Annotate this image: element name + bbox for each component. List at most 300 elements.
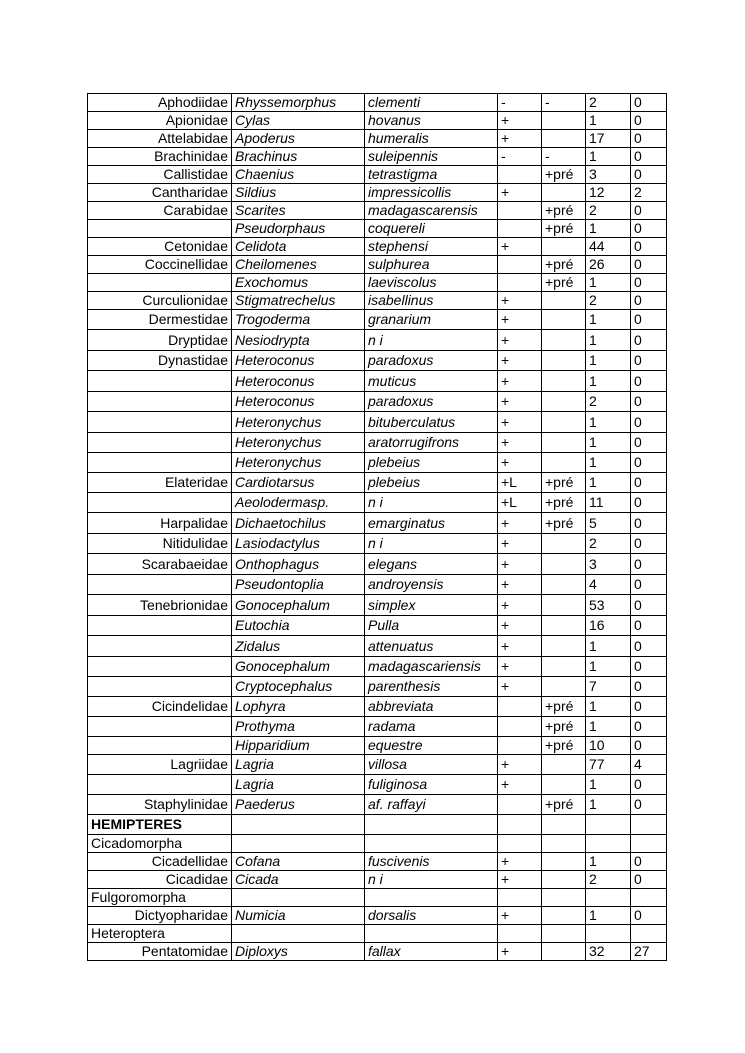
predator-cell bbox=[542, 453, 586, 473]
count-cell: 11 bbox=[586, 493, 631, 513]
presence-cell: + bbox=[498, 775, 542, 795]
count2-cell: 0 bbox=[631, 148, 667, 166]
presence-cell bbox=[498, 166, 542, 184]
table-row bbox=[88, 697, 667, 717]
species-cell: clementi bbox=[365, 94, 498, 112]
predator-cell bbox=[542, 575, 586, 595]
predator-cell bbox=[542, 433, 586, 453]
table-row bbox=[88, 513, 667, 534]
count2-cell: 0 bbox=[631, 907, 667, 925]
count-cell: 77 bbox=[586, 755, 631, 775]
predator-cell bbox=[542, 330, 586, 351]
species-cell: isabellinus bbox=[365, 292, 498, 310]
table-row bbox=[88, 392, 667, 412]
species-cell: humeralis bbox=[365, 130, 498, 148]
count-cell: 4 bbox=[586, 575, 631, 595]
genus-cell: Heteronychus bbox=[232, 453, 365, 473]
count-cell: 1 bbox=[586, 220, 631, 238]
count2-cell: 4 bbox=[631, 755, 667, 775]
species-cell: fuliginosa bbox=[365, 775, 498, 795]
count-cell: 1 bbox=[586, 351, 631, 371]
presence-cell: + bbox=[498, 853, 542, 871]
presence-cell bbox=[498, 889, 542, 907]
count2-cell: 0 bbox=[631, 453, 667, 473]
count2-cell: 0 bbox=[631, 292, 667, 310]
genus-cell: Cheilomenes bbox=[232, 256, 365, 274]
family-cell: Carabidae bbox=[88, 202, 232, 220]
count2-cell: 0 bbox=[631, 575, 667, 595]
count2-cell bbox=[631, 889, 667, 907]
count-cell: 12 bbox=[586, 184, 631, 202]
table-row bbox=[88, 330, 667, 351]
family-cell: Nitidulidae bbox=[88, 534, 232, 554]
count-cell: 3 bbox=[586, 554, 631, 575]
count2-cell bbox=[631, 835, 667, 853]
genus-cell: Scarites bbox=[232, 202, 365, 220]
species-cell: plebeius bbox=[365, 473, 498, 493]
species-cell: elegans bbox=[365, 554, 498, 575]
family-cell bbox=[88, 371, 232, 392]
genus-cell: Heteronychus bbox=[232, 433, 365, 453]
species-cell: madagascarensis bbox=[365, 202, 498, 220]
count-cell: 2 bbox=[586, 292, 631, 310]
family-cell: Cicadomorpha bbox=[88, 835, 232, 853]
genus-cell bbox=[232, 925, 365, 943]
genus-cell: Stigmatrechelus bbox=[232, 292, 365, 310]
presence-cell: + bbox=[498, 534, 542, 554]
table-row bbox=[88, 256, 667, 274]
genus-cell: Heteroconus bbox=[232, 392, 365, 412]
family-cell bbox=[88, 412, 232, 433]
species-cell: granarium bbox=[365, 310, 498, 330]
table-row bbox=[88, 166, 667, 184]
species-cell: villosa bbox=[365, 755, 498, 775]
species-cell: fallax bbox=[365, 943, 498, 961]
count-cell: 32 bbox=[586, 943, 631, 961]
count2-cell: 0 bbox=[631, 795, 667, 815]
predator-cell: +pré bbox=[542, 166, 586, 184]
species-cell: fuscivenis bbox=[365, 853, 498, 871]
count-cell bbox=[586, 889, 631, 907]
count-cell: 2 bbox=[586, 392, 631, 412]
predator-cell bbox=[542, 907, 586, 925]
count2-cell: 0 bbox=[631, 717, 667, 737]
family-cell: HEMIPTERES bbox=[88, 815, 232, 835]
count2-cell: 0 bbox=[631, 392, 667, 412]
count-cell: 1 bbox=[586, 148, 631, 166]
family-cell bbox=[88, 775, 232, 795]
predator-cell bbox=[542, 238, 586, 256]
family-cell: Callistidae bbox=[88, 166, 232, 184]
count-cell: 1 bbox=[586, 112, 631, 130]
presence-cell: + bbox=[498, 371, 542, 392]
species-table bbox=[87, 93, 667, 961]
genus-cell: Paederus bbox=[232, 795, 365, 815]
presence-cell bbox=[498, 835, 542, 853]
count2-cell: 0 bbox=[631, 595, 667, 616]
species-cell: emarginatus bbox=[365, 513, 498, 534]
predator-cell: +pré bbox=[542, 717, 586, 737]
count2-cell: 0 bbox=[631, 554, 667, 575]
family-cell: Cetonidae bbox=[88, 238, 232, 256]
table-row bbox=[88, 853, 667, 871]
table-row bbox=[88, 493, 667, 513]
table-row bbox=[88, 677, 667, 697]
table-row bbox=[88, 595, 667, 616]
family-cell: Dryptidae bbox=[88, 330, 232, 351]
table-row bbox=[88, 775, 667, 795]
predator-cell: +pré bbox=[542, 274, 586, 292]
count-cell: 3 bbox=[586, 166, 631, 184]
presence-cell: + bbox=[498, 755, 542, 775]
genus-cell bbox=[232, 889, 365, 907]
presence-cell: + bbox=[498, 292, 542, 310]
predator-cell: +pré bbox=[542, 795, 586, 815]
count2-cell: 0 bbox=[631, 310, 667, 330]
count-cell: 2 bbox=[586, 871, 631, 889]
table-row bbox=[88, 274, 667, 292]
presence-cell: + bbox=[498, 575, 542, 595]
family-cell bbox=[88, 636, 232, 657]
presence-cell: + bbox=[498, 330, 542, 351]
family-cell bbox=[88, 493, 232, 513]
species-cell: muticus bbox=[365, 371, 498, 392]
species-cell: suleipennis bbox=[365, 148, 498, 166]
genus-cell: Exochomus bbox=[232, 274, 365, 292]
count2-cell: 0 bbox=[631, 513, 667, 534]
count-cell bbox=[586, 925, 631, 943]
count2-cell: 0 bbox=[631, 202, 667, 220]
predator-cell: +pré bbox=[542, 697, 586, 717]
predator-cell bbox=[542, 943, 586, 961]
predator-cell bbox=[542, 889, 586, 907]
genus-cell: Zidalus bbox=[232, 636, 365, 657]
genus-cell: Heteronychus bbox=[232, 412, 365, 433]
table-row bbox=[88, 130, 667, 148]
predator-cell: +pré bbox=[542, 473, 586, 493]
presence-cell bbox=[498, 737, 542, 755]
predator-cell bbox=[542, 392, 586, 412]
genus-cell: Gonocephalum bbox=[232, 595, 365, 616]
genus-cell: Diploxys bbox=[232, 943, 365, 961]
count2-cell: 0 bbox=[631, 636, 667, 657]
table-row bbox=[88, 184, 667, 202]
family-cell bbox=[88, 392, 232, 412]
genus-cell: Pseudorphaus bbox=[232, 220, 365, 238]
predator-cell bbox=[542, 925, 586, 943]
species-cell: Pulla bbox=[365, 616, 498, 636]
predator-cell bbox=[542, 636, 586, 657]
genus-cell: Trogoderma bbox=[232, 310, 365, 330]
presence-cell bbox=[498, 925, 542, 943]
count-cell: 1 bbox=[586, 473, 631, 493]
table-row bbox=[88, 473, 667, 493]
family-cell: Apionidae bbox=[88, 112, 232, 130]
species-cell: sulphurea bbox=[365, 256, 498, 274]
table-row bbox=[88, 943, 667, 961]
species-cell: laeviscolus bbox=[365, 274, 498, 292]
species-cell: dorsalis bbox=[365, 907, 498, 925]
predator-cell bbox=[542, 292, 586, 310]
species-cell: simplex bbox=[365, 595, 498, 616]
count-cell: 1 bbox=[586, 274, 631, 292]
family-cell bbox=[88, 433, 232, 453]
genus-cell: Cardiotarsus bbox=[232, 473, 365, 493]
genus-cell bbox=[232, 835, 365, 853]
presence-cell bbox=[498, 256, 542, 274]
table-row bbox=[88, 795, 667, 815]
species-cell: bituberculatus bbox=[365, 412, 498, 433]
species-cell bbox=[365, 889, 498, 907]
species-cell bbox=[365, 835, 498, 853]
family-cell: Lagriidae bbox=[88, 755, 232, 775]
predator-cell: - bbox=[542, 148, 586, 166]
count2-cell: 0 bbox=[631, 473, 667, 493]
family-cell: Coccinellidae bbox=[88, 256, 232, 274]
table-row bbox=[88, 238, 667, 256]
table-row bbox=[88, 755, 667, 775]
table-row bbox=[88, 657, 667, 677]
family-cell bbox=[88, 274, 232, 292]
count2-cell: 0 bbox=[631, 677, 667, 697]
family-cell bbox=[88, 616, 232, 636]
genus-cell: Cylas bbox=[232, 112, 365, 130]
genus-cell: Nesiodrypta bbox=[232, 330, 365, 351]
presence-cell: + bbox=[498, 184, 542, 202]
genus-cell: Cicada bbox=[232, 871, 365, 889]
count-cell: 1 bbox=[586, 697, 631, 717]
table-row bbox=[88, 433, 667, 453]
count-cell: 53 bbox=[586, 595, 631, 616]
predator-cell: +pré bbox=[542, 220, 586, 238]
genus-cell: Prothyma bbox=[232, 717, 365, 737]
predator-cell bbox=[542, 310, 586, 330]
table-row bbox=[88, 616, 667, 636]
predator-cell: +pré bbox=[542, 493, 586, 513]
table-row bbox=[88, 94, 667, 112]
count2-cell: 0 bbox=[631, 737, 667, 755]
presence-cell: + bbox=[498, 238, 542, 256]
presence-cell: + bbox=[498, 677, 542, 697]
count2-cell bbox=[631, 815, 667, 835]
predator-cell bbox=[542, 657, 586, 677]
species-cell: aratorrugifrons bbox=[365, 433, 498, 453]
family-cell: Cicadidae bbox=[88, 871, 232, 889]
family-cell: Cantharidae bbox=[88, 184, 232, 202]
predator-cell: +pré bbox=[542, 202, 586, 220]
predator-cell bbox=[542, 775, 586, 795]
table-row bbox=[88, 925, 667, 943]
species-cell: n i bbox=[365, 493, 498, 513]
species-cell: abbreviata bbox=[365, 697, 498, 717]
presence-cell bbox=[498, 815, 542, 835]
table-row bbox=[88, 717, 667, 737]
count-cell: 1 bbox=[586, 795, 631, 815]
family-cell bbox=[88, 657, 232, 677]
table-row bbox=[88, 575, 667, 595]
genus-cell: Celidota bbox=[232, 238, 365, 256]
genus-cell: Pseudontoplia bbox=[232, 575, 365, 595]
family-cell: Curculionidae bbox=[88, 292, 232, 310]
family-cell bbox=[88, 575, 232, 595]
species-cell: equestre bbox=[365, 737, 498, 755]
table-row bbox=[88, 871, 667, 889]
presence-cell bbox=[498, 220, 542, 238]
table-row bbox=[88, 554, 667, 575]
count2-cell: 0 bbox=[631, 534, 667, 554]
genus-cell: Heteroconus bbox=[232, 371, 365, 392]
predator-cell bbox=[542, 412, 586, 433]
presence-cell: + bbox=[498, 412, 542, 433]
predator-cell bbox=[542, 351, 586, 371]
count2-cell: 0 bbox=[631, 274, 667, 292]
presence-cell: - bbox=[498, 148, 542, 166]
family-cell: Dermestidae bbox=[88, 310, 232, 330]
count2-cell: 0 bbox=[631, 238, 667, 256]
count2-cell: 0 bbox=[631, 351, 667, 371]
count2-cell: 0 bbox=[631, 166, 667, 184]
family-cell: Tenebrionidae bbox=[88, 595, 232, 616]
predator-cell bbox=[542, 853, 586, 871]
genus-cell: Dichaetochilus bbox=[232, 513, 365, 534]
count2-cell: 0 bbox=[631, 112, 667, 130]
presence-cell bbox=[498, 717, 542, 737]
predator-cell bbox=[542, 112, 586, 130]
species-cell: plebeius bbox=[365, 453, 498, 473]
count-cell: 1 bbox=[586, 453, 631, 473]
predator-cell bbox=[542, 184, 586, 202]
presence-cell: + bbox=[498, 310, 542, 330]
genus-cell: Cryptocephalus bbox=[232, 677, 365, 697]
presence-cell: + bbox=[498, 554, 542, 575]
count2-cell: 0 bbox=[631, 433, 667, 453]
species-cell: af. raffayi bbox=[365, 795, 498, 815]
species-cell: paradoxus bbox=[365, 351, 498, 371]
table-row bbox=[88, 292, 667, 310]
presence-cell: + bbox=[498, 907, 542, 925]
count-cell bbox=[586, 835, 631, 853]
presence-cell: +L bbox=[498, 473, 542, 493]
presence-cell: + bbox=[498, 595, 542, 616]
family-cell: Dynastidae bbox=[88, 351, 232, 371]
genus-cell: Apoderus bbox=[232, 130, 365, 148]
count2-cell: 0 bbox=[631, 775, 667, 795]
family-cell: Harpalidae bbox=[88, 513, 232, 534]
presence-cell: + bbox=[498, 616, 542, 636]
count-cell: 2 bbox=[586, 94, 631, 112]
count2-cell: 0 bbox=[631, 371, 667, 392]
genus-cell: Lagria bbox=[232, 755, 365, 775]
family-cell: Pentatomidae bbox=[88, 943, 232, 961]
presence-cell bbox=[498, 795, 542, 815]
predator-cell bbox=[542, 616, 586, 636]
count-cell: 1 bbox=[586, 775, 631, 795]
count-cell: 44 bbox=[586, 238, 631, 256]
species-cell: n i bbox=[365, 871, 498, 889]
family-cell: Cicindelidae bbox=[88, 697, 232, 717]
genus-cell: Numicia bbox=[232, 907, 365, 925]
presence-cell: + bbox=[498, 513, 542, 534]
presence-cell: + bbox=[498, 433, 542, 453]
table-row bbox=[88, 202, 667, 220]
count-cell: 1 bbox=[586, 853, 631, 871]
species-cell: coquereli bbox=[365, 220, 498, 238]
presence-cell bbox=[498, 274, 542, 292]
family-cell: Aphodiidae bbox=[88, 94, 232, 112]
count-cell: 1 bbox=[586, 310, 631, 330]
count-cell: 17 bbox=[586, 130, 631, 148]
presence-cell: + bbox=[498, 112, 542, 130]
count2-cell: 0 bbox=[631, 657, 667, 677]
presence-cell: +L bbox=[498, 493, 542, 513]
genus-cell bbox=[232, 815, 365, 835]
genus-cell: Eutochia bbox=[232, 616, 365, 636]
family-cell bbox=[88, 677, 232, 697]
count-cell: 1 bbox=[586, 636, 631, 657]
table-row bbox=[88, 534, 667, 554]
presence-cell: + bbox=[498, 351, 542, 371]
species-cell: androyensis bbox=[365, 575, 498, 595]
presence-cell: + bbox=[498, 871, 542, 889]
predator-cell bbox=[542, 554, 586, 575]
species-cell: radama bbox=[365, 717, 498, 737]
presence-cell bbox=[498, 202, 542, 220]
predator-cell bbox=[542, 595, 586, 616]
genus-cell: Sildius bbox=[232, 184, 365, 202]
family-cell: Fulgoromorpha bbox=[88, 889, 232, 907]
count-cell: 1 bbox=[586, 657, 631, 677]
count-cell: 16 bbox=[586, 616, 631, 636]
count2-cell: 0 bbox=[631, 412, 667, 433]
species-cell: paradoxus bbox=[365, 392, 498, 412]
predator-cell bbox=[542, 835, 586, 853]
family-cell: Staphylinidae bbox=[88, 795, 232, 815]
count2-cell: 0 bbox=[631, 94, 667, 112]
genus-cell: Rhyssemorphus bbox=[232, 94, 365, 112]
family-cell bbox=[88, 220, 232, 238]
count-cell: 1 bbox=[586, 371, 631, 392]
family-cell: Scarabaeidae bbox=[88, 554, 232, 575]
count-cell: 5 bbox=[586, 513, 631, 534]
table-row bbox=[88, 835, 667, 853]
genus-cell: Heteroconus bbox=[232, 351, 365, 371]
count-cell: 2 bbox=[586, 534, 631, 554]
count2-cell: 0 bbox=[631, 493, 667, 513]
count2-cell: 0 bbox=[631, 697, 667, 717]
table-row bbox=[88, 351, 667, 371]
species-cell: n i bbox=[365, 534, 498, 554]
table-row bbox=[88, 148, 667, 166]
family-cell: Dictyopharidae bbox=[88, 907, 232, 925]
table-row bbox=[88, 889, 667, 907]
count2-cell bbox=[631, 925, 667, 943]
table-row bbox=[88, 636, 667, 657]
count2-cell: 0 bbox=[631, 130, 667, 148]
family-cell bbox=[88, 737, 232, 755]
table-row bbox=[88, 112, 667, 130]
predator-cell: +pré bbox=[542, 513, 586, 534]
presence-cell: + bbox=[498, 392, 542, 412]
presence-cell: + bbox=[498, 636, 542, 657]
species-cell: impressicollis bbox=[365, 184, 498, 202]
family-cell: Brachinidae bbox=[88, 148, 232, 166]
family-cell: Heteroptera bbox=[88, 925, 232, 943]
genus-cell: Hipparidium bbox=[232, 737, 365, 755]
table-row bbox=[88, 371, 667, 392]
presence-cell: + bbox=[498, 453, 542, 473]
count-cell: 7 bbox=[586, 677, 631, 697]
predator-cell bbox=[542, 755, 586, 775]
